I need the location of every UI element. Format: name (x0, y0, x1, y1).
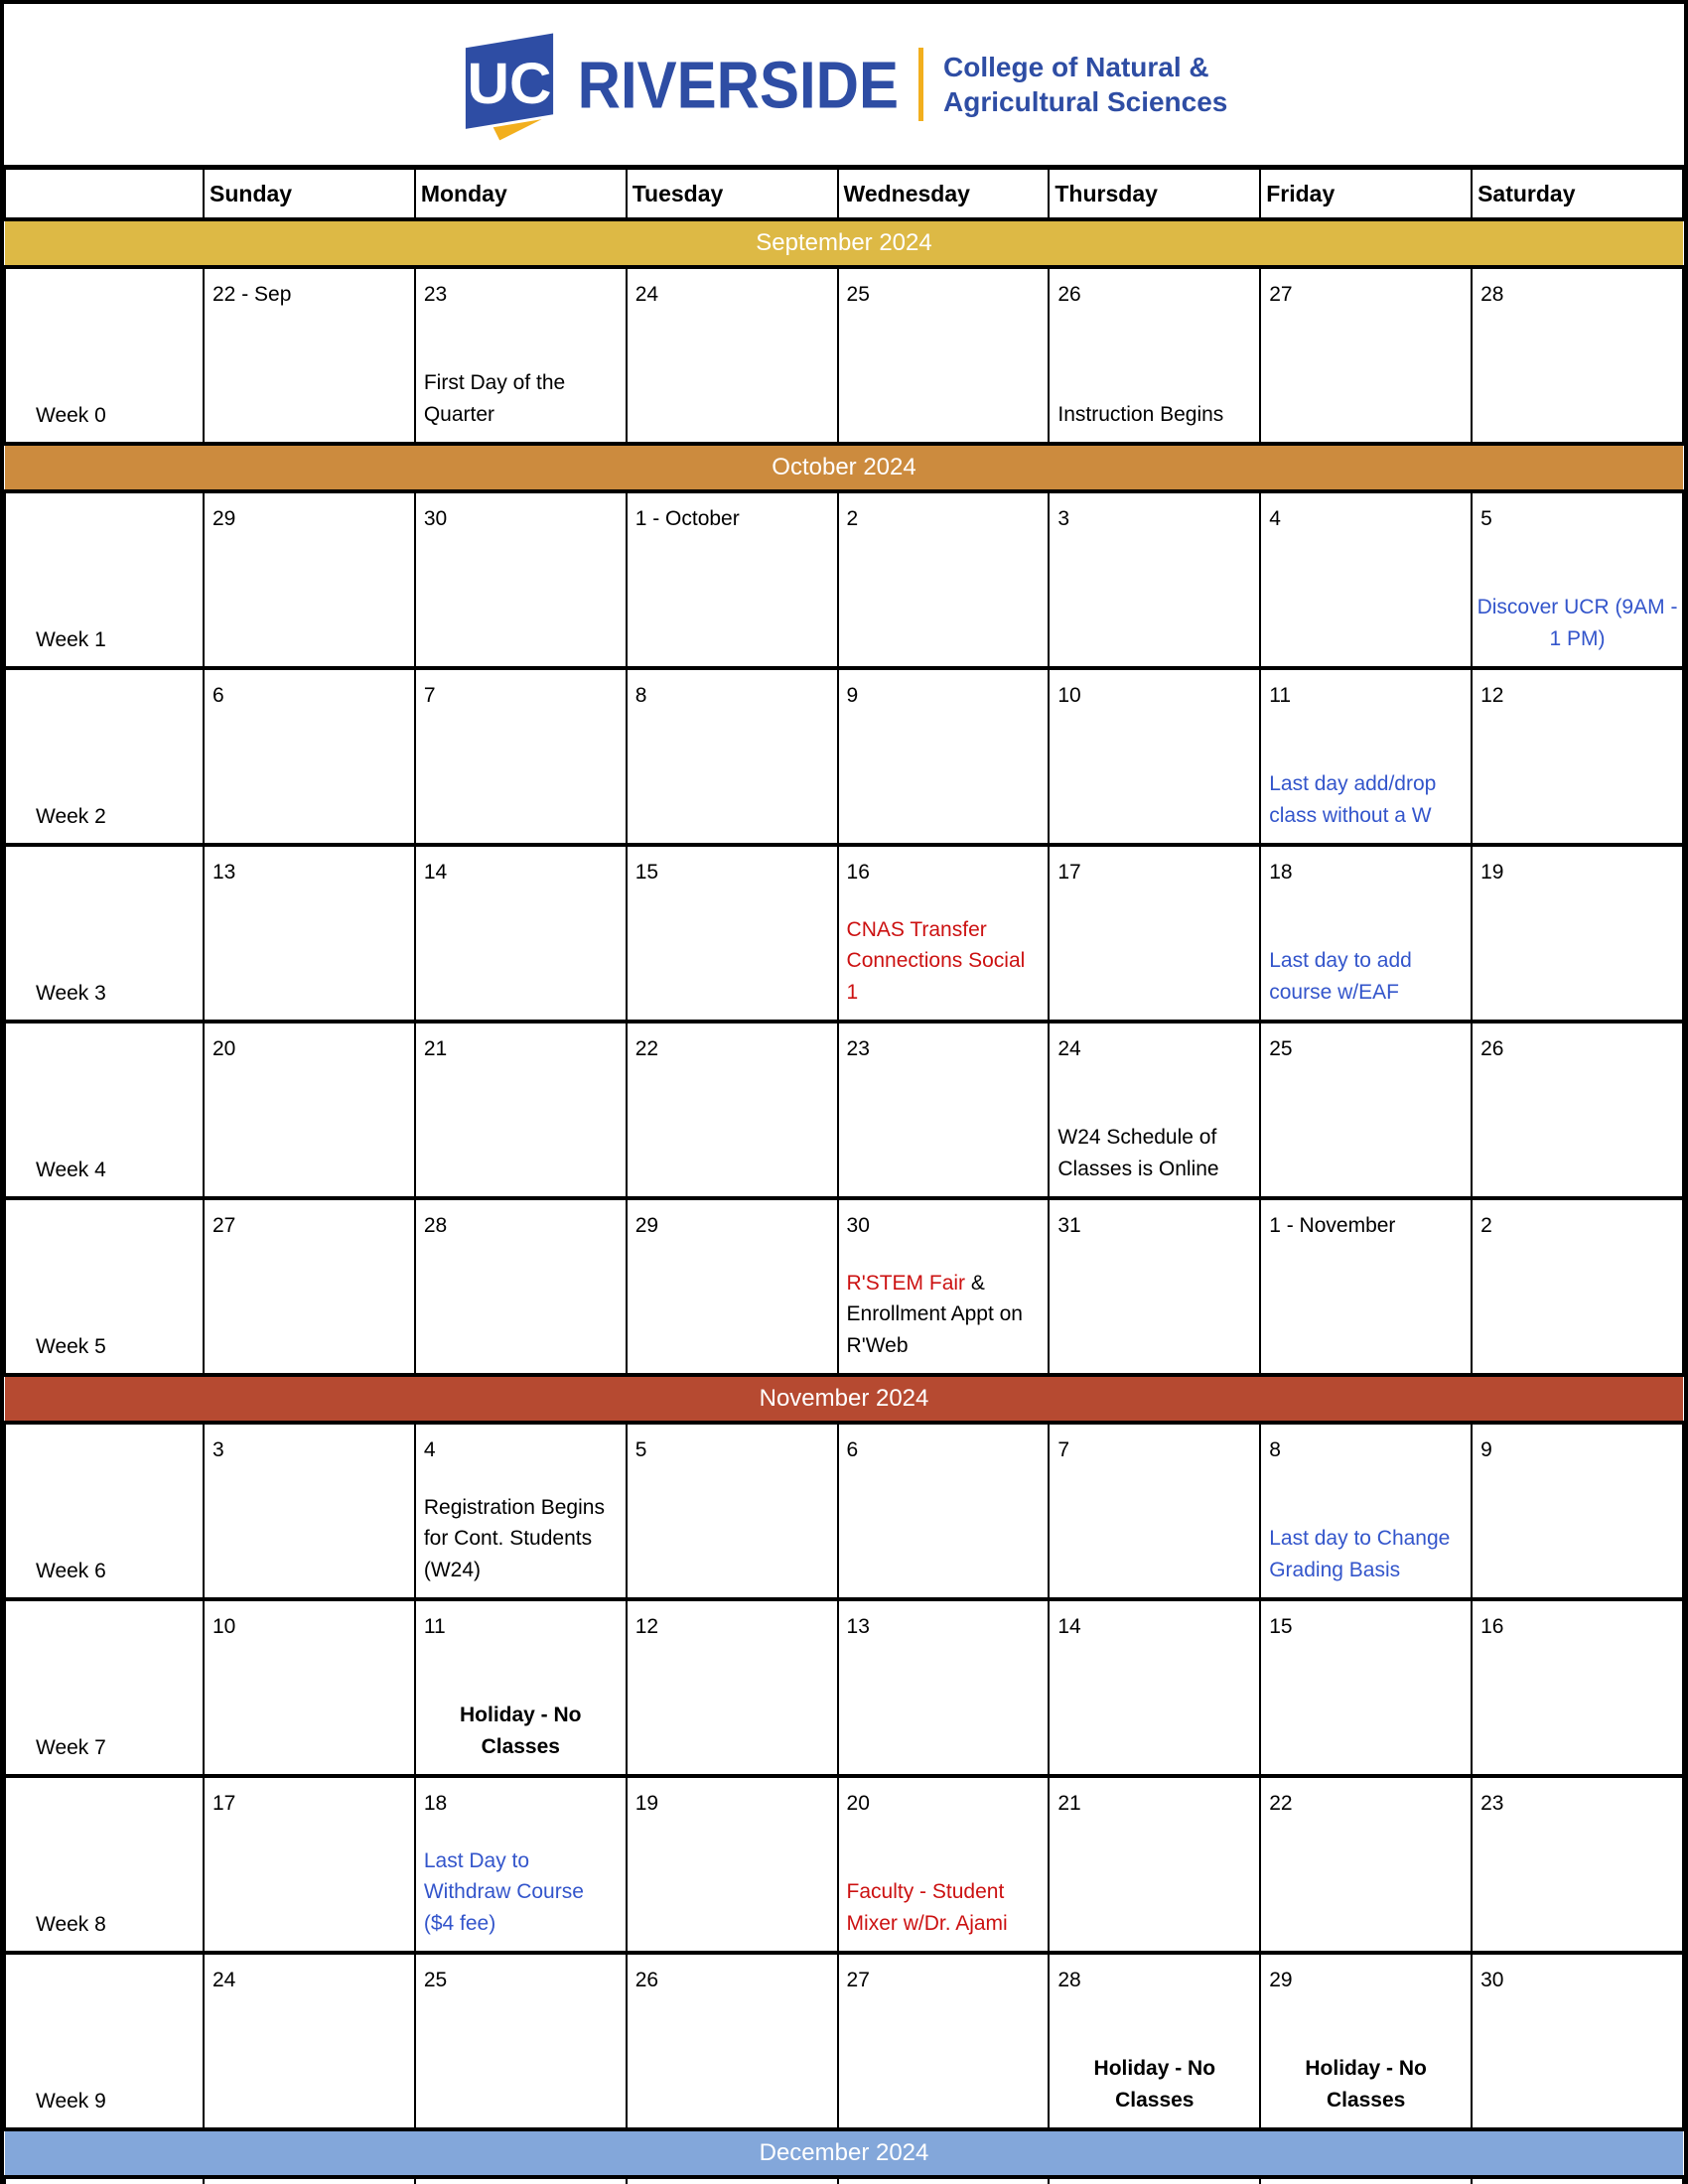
partial-bottom-row (5, 2177, 1683, 2184)
day-cell-content (416, 1601, 626, 1770)
day-cell (204, 1953, 415, 2129)
day-cell-content (1473, 1425, 1682, 1593)
day-cell (415, 1423, 627, 1599)
day-cell (838, 1953, 1050, 2129)
day-cell-content (839, 1601, 1049, 1770)
day-header-row (5, 169, 1683, 219)
day-cell-content (205, 847, 414, 1016)
day-cell-content (628, 1955, 837, 2123)
week-row (5, 845, 1683, 1022)
date-label: 25 (423, 1969, 448, 1991)
day-cell (1472, 668, 1683, 845)
event-text-part: R'STEM Fair (846, 1271, 966, 1295)
day-cell (838, 668, 1050, 845)
day-cell-content (839, 1955, 1049, 2123)
event-text: Last Day to Withdraw Course ($4 fee) (423, 1848, 584, 1935)
day-cell (1260, 1022, 1472, 1198)
date-label: 11 (1269, 684, 1292, 707)
day-cell (1049, 845, 1260, 1022)
day-cell (627, 845, 838, 1022)
day-cell-content (1473, 1955, 1682, 2123)
date-label: 23 (423, 283, 448, 306)
week-label: Week 6 (5, 1423, 204, 1599)
day-cell (627, 1599, 838, 1776)
day-cell (1049, 1423, 1260, 1599)
partial-cell (415, 2177, 627, 2184)
day-cell-content (416, 1955, 626, 2123)
date-label: 22 (634, 1037, 659, 1060)
day-cell-content (839, 493, 1049, 662)
day-cell-content (1050, 847, 1259, 1016)
day-cell-content (1050, 1200, 1259, 1369)
event-text: Faculty - Student Mixer w/Dr. Ajami (846, 1880, 1008, 1935)
day-cell (1049, 491, 1260, 668)
date-label: 6 (212, 684, 224, 707)
date-label: 2 (1480, 1214, 1492, 1237)
date-label: 11 (423, 1615, 446, 1638)
day-cell (1049, 668, 1260, 845)
day-cell (1472, 1776, 1683, 1953)
day-cell (1472, 267, 1683, 444)
date-label: 28 (423, 1214, 448, 1237)
day-header-wednesday: Wednesday (838, 169, 1050, 219)
day-cell-content (1473, 1601, 1682, 1770)
date-label: 27 (212, 1214, 236, 1237)
day-cell-content (628, 1778, 837, 1947)
month-banner-row (5, 2129, 1683, 2177)
date-label: 1 - November (1269, 1214, 1396, 1237)
date-label: 13 (846, 1615, 870, 1638)
day-cell (838, 1198, 1050, 1375)
date-label: 16 (1480, 1615, 1504, 1638)
week-label: Week 4 (5, 1022, 204, 1198)
month-banner: October 2024 (5, 444, 1683, 491)
day-cell-content (416, 269, 626, 438)
date-label: 3 (1057, 507, 1070, 530)
day-cell-content (1050, 1024, 1259, 1192)
day-cell-content (839, 1778, 1049, 1947)
day-cell (1260, 267, 1472, 444)
day-cell (838, 1423, 1050, 1599)
day-cell-content (628, 269, 837, 438)
day-cell (1049, 1776, 1260, 1953)
date-label: 21 (423, 1037, 448, 1060)
day-cell-content (1261, 1601, 1471, 1770)
day-cell-content (1050, 1778, 1259, 1947)
day-cell-content (205, 269, 414, 438)
date-label: 9 (1480, 1438, 1492, 1461)
logo-divider (918, 48, 923, 121)
day-cell-content (416, 1024, 626, 1192)
date-label: 19 (1480, 861, 1504, 884)
date-label: 6 (846, 1438, 859, 1461)
date-label: 18 (1269, 861, 1293, 884)
event-text: Last day add/drop class without a W (1269, 772, 1437, 827)
day-cell (204, 1423, 415, 1599)
event-text: Discover UCR (9AM - 1 PM) (1477, 596, 1678, 650)
date-label: 24 (1057, 1037, 1081, 1060)
day-cell-content (1261, 1024, 1471, 1192)
date-label: 14 (1057, 1615, 1081, 1638)
day-cell (627, 491, 838, 668)
date-label: 22 (1269, 1792, 1293, 1815)
date-label: 2 (846, 507, 859, 530)
day-cell-content (1473, 1200, 1682, 1369)
partial-cell (627, 2177, 838, 2184)
day-header-tuesday: Tuesday (627, 169, 838, 219)
day-cell (1472, 1198, 1683, 1375)
week-label: Week 3 (5, 845, 204, 1022)
day-cell (838, 845, 1050, 1022)
day-cell (415, 1022, 627, 1198)
day-cell (1472, 491, 1683, 668)
partial-cell (204, 2177, 415, 2184)
day-header-friday: Friday (1260, 169, 1472, 219)
date-label: 19 (634, 1792, 659, 1815)
day-cell-content (628, 493, 837, 662)
date-label: 25 (846, 283, 870, 306)
date-label: 29 (634, 1214, 659, 1237)
day-cell (627, 1953, 838, 2129)
date-label: 31 (1057, 1214, 1081, 1237)
date-label: 30 (423, 507, 448, 530)
day-cell-content (839, 1425, 1049, 1593)
date-label: 12 (634, 1615, 659, 1638)
month-banner: September 2024 (5, 219, 1683, 267)
event-text: Holiday - No Classes (1093, 2057, 1216, 2112)
day-cell (1472, 1953, 1683, 2129)
partial-cell (5, 2177, 204, 2184)
date-label: 17 (212, 1792, 236, 1815)
day-cell-content (205, 1200, 414, 1369)
day-cell (1049, 1953, 1260, 2129)
calendar-body (5, 219, 1683, 2184)
day-cell (1472, 1599, 1683, 1776)
month-banner-row (5, 444, 1683, 491)
day-cell (1049, 1022, 1260, 1198)
event-text: Last day to add course w/EAF (1269, 949, 1412, 1004)
day-cell-content (1050, 1601, 1259, 1770)
day-cell (204, 1599, 415, 1776)
day-cell (415, 668, 627, 845)
week-row (5, 668, 1683, 845)
partial-cell (1049, 2177, 1260, 2184)
day-cell (1049, 267, 1260, 444)
corner-cell (5, 169, 204, 219)
event-text: First Day of the Quarter (423, 371, 566, 426)
week-label: Week 5 (5, 1198, 204, 1375)
day-cell-content (1473, 670, 1682, 839)
day-header-sunday: Sunday (204, 169, 415, 219)
day-cell-content (1050, 269, 1259, 438)
day-cell-content (1261, 493, 1471, 662)
day-cell-content (1261, 1778, 1471, 1947)
day-cell-content (1473, 1024, 1682, 1192)
date-label: 22 - Sep (212, 283, 292, 306)
day-cell (415, 1776, 627, 1953)
event-text: Registration Begins for Cont. Students (W24) (423, 1495, 605, 1581)
date-label: 28 (1480, 283, 1504, 306)
day-cell (415, 491, 627, 668)
day-cell-content (839, 670, 1049, 839)
day-cell (627, 1776, 838, 1953)
day-cell-content (205, 1955, 414, 2123)
day-cell (627, 1022, 838, 1198)
day-cell-content (1261, 847, 1471, 1016)
event-text: Last day to Change Grading Basis (1269, 1527, 1451, 1581)
day-cell-content (416, 1200, 626, 1369)
day-cell (1472, 1022, 1683, 1198)
day-cell-content (1261, 1955, 1471, 2123)
date-label: 26 (1057, 283, 1081, 306)
day-cell (838, 267, 1050, 444)
day-header-thursday: Thursday (1049, 169, 1260, 219)
date-label: 10 (212, 1615, 236, 1638)
day-cell (204, 1776, 415, 1953)
day-cell (627, 1423, 838, 1599)
day-cell-content (1261, 269, 1471, 438)
day-cell-content (205, 1778, 414, 1947)
date-label: 26 (1480, 1037, 1504, 1060)
day-cell (1260, 1953, 1472, 2129)
date-label: 13 (212, 861, 236, 884)
date-label: 5 (1480, 507, 1492, 530)
date-label: 21 (1057, 1792, 1081, 1815)
day-cell-content (416, 493, 626, 662)
day-cell (204, 267, 415, 444)
day-cell-content (205, 1425, 414, 1593)
day-cell-content (1261, 1425, 1471, 1593)
day-cell-content (205, 1601, 414, 1770)
event-text-part: & Enrollment Appt on R'Web (846, 1271, 1023, 1357)
date-label: 4 (423, 1438, 436, 1461)
week-row (5, 1423, 1683, 1599)
date-label: 9 (846, 684, 859, 707)
date-label: 27 (1269, 283, 1293, 306)
day-cell (838, 491, 1050, 668)
day-cell-content (1050, 1425, 1259, 1593)
date-label: 7 (1057, 1438, 1070, 1461)
month-banner-row (5, 1375, 1683, 1423)
event-text: W24 Schedule of Classes is Online (1057, 1126, 1219, 1180)
day-cell (1049, 1198, 1260, 1375)
event-text: CNAS Transfer Connections Social 1 (846, 917, 1026, 1004)
day-cell (1260, 1599, 1472, 1776)
week-row (5, 1776, 1683, 1953)
day-cell (627, 1198, 838, 1375)
day-cell (415, 267, 627, 444)
day-cell (1260, 1423, 1472, 1599)
calendar-table (4, 168, 1684, 2184)
date-label: 24 (212, 1969, 236, 1991)
date-label: 15 (1269, 1615, 1293, 1638)
day-cell (1260, 668, 1472, 845)
day-cell-content (628, 1200, 837, 1369)
day-cell-content (205, 493, 414, 662)
day-cell (1260, 845, 1472, 1022)
day-cell (204, 491, 415, 668)
day-cell-content (1050, 1955, 1259, 2123)
day-cell-content (628, 1024, 837, 1192)
day-cell-content (628, 1601, 837, 1770)
logo-college-line2: Agricultural Sciences (943, 86, 1228, 117)
day-cell-content (416, 1778, 626, 1947)
day-cell (1260, 1776, 1472, 1953)
day-cell-content (1473, 1778, 1682, 1947)
date-label: 7 (423, 684, 436, 707)
week-label: Week 7 (5, 1599, 204, 1776)
date-label: 8 (634, 684, 647, 707)
day-cell-content (1261, 1200, 1471, 1369)
date-label: 16 (846, 861, 870, 884)
day-cell-content (839, 1200, 1049, 1369)
day-cell-content (628, 670, 837, 839)
date-label: 29 (212, 507, 236, 530)
month-banner: November 2024 (5, 1375, 1683, 1423)
day-cell-content (205, 670, 414, 839)
day-cell (838, 1599, 1050, 1776)
logo-college-name (943, 50, 1227, 119)
day-cell-content (1050, 493, 1259, 662)
day-cell-content (628, 847, 837, 1016)
month-banner-row (5, 219, 1683, 267)
date-label: 28 (1057, 1969, 1081, 1991)
day-cell-content (1473, 847, 1682, 1016)
day-cell-content (839, 269, 1049, 438)
day-cell (1260, 1198, 1472, 1375)
date-label: 24 (634, 283, 659, 306)
day-cell (204, 845, 415, 1022)
week-row (5, 267, 1683, 444)
day-cell-content (1473, 493, 1682, 662)
day-cell-content (416, 1425, 626, 1593)
day-cell (204, 1198, 415, 1375)
day-cell-content (1261, 670, 1471, 839)
day-cell (1049, 1599, 1260, 1776)
date-label: 23 (846, 1037, 870, 1060)
date-label: 10 (1057, 684, 1081, 707)
logo-wordmark: RIVERSIDE (577, 47, 900, 122)
week-label: Week 2 (5, 668, 204, 845)
day-cell (627, 267, 838, 444)
day-cell (627, 668, 838, 845)
day-cell-content (416, 847, 626, 1016)
day-cell-content (1473, 269, 1682, 438)
date-label: 20 (212, 1037, 236, 1060)
event-text: Instruction Begins (1057, 402, 1224, 426)
day-cell (838, 1022, 1050, 1198)
partial-cell (1472, 2177, 1683, 2184)
day-cell (1472, 845, 1683, 1022)
day-cell-content (839, 1024, 1049, 1192)
event-text: Holiday - No Classes (460, 1704, 582, 1758)
date-label: 29 (1269, 1969, 1293, 1991)
date-label: 12 (1480, 684, 1504, 707)
partial-cell (1260, 2177, 1472, 2184)
day-header-saturday: Saturday (1472, 169, 1683, 219)
date-label: 27 (846, 1969, 870, 1991)
logo-college-line1: College of Natural & (943, 52, 1209, 82)
partial-cell (838, 2177, 1050, 2184)
date-label: 25 (1269, 1037, 1293, 1060)
week-row (5, 1599, 1683, 1776)
week-row (5, 491, 1683, 668)
date-label: 4 (1269, 507, 1281, 530)
day-cell-content (205, 1024, 414, 1192)
day-cell-content (416, 670, 626, 839)
day-cell-content (839, 847, 1049, 1016)
uc-shield-icon (461, 27, 558, 142)
day-cell (1260, 491, 1472, 668)
week-label: Week 8 (5, 1776, 204, 1953)
date-label: 1 - October (634, 507, 740, 530)
day-cell (204, 1022, 415, 1198)
day-cell (415, 845, 627, 1022)
day-cell (415, 1599, 627, 1776)
day-cell (415, 1198, 627, 1375)
week-row (5, 1953, 1683, 2129)
day-cell (1472, 1423, 1683, 1599)
day-header-monday: Monday (415, 169, 627, 219)
date-label: 5 (634, 1438, 647, 1461)
date-label: 17 (1057, 861, 1081, 884)
date-label: 18 (423, 1792, 448, 1815)
svg-text:UC: UC (467, 51, 552, 116)
event-text: Holiday - No Classes (1305, 2057, 1427, 2112)
day-cell (204, 668, 415, 845)
date-label: 30 (846, 1214, 870, 1237)
date-label: 8 (1269, 1438, 1281, 1461)
day-cell (838, 1776, 1050, 1953)
week-row (5, 1198, 1683, 1375)
week-label: Week 1 (5, 491, 204, 668)
day-cell-content (1050, 670, 1259, 839)
date-label: 23 (1480, 1792, 1504, 1815)
month-banner: December 2024 (5, 2129, 1683, 2177)
date-label: 15 (634, 861, 659, 884)
event-text (839, 1268, 1049, 1362)
week-label: Week 0 (5, 267, 204, 444)
page-header (4, 4, 1684, 168)
date-label: 30 (1480, 1969, 1504, 1991)
day-cell-content (628, 1425, 837, 1593)
date-label: 20 (846, 1792, 870, 1815)
day-cell (415, 1953, 627, 2129)
week-row (5, 1022, 1683, 1198)
week-label: Week 9 (5, 1953, 204, 2129)
date-label: 3 (212, 1438, 224, 1461)
date-label: 14 (423, 861, 448, 884)
date-label: 26 (634, 1969, 659, 1991)
